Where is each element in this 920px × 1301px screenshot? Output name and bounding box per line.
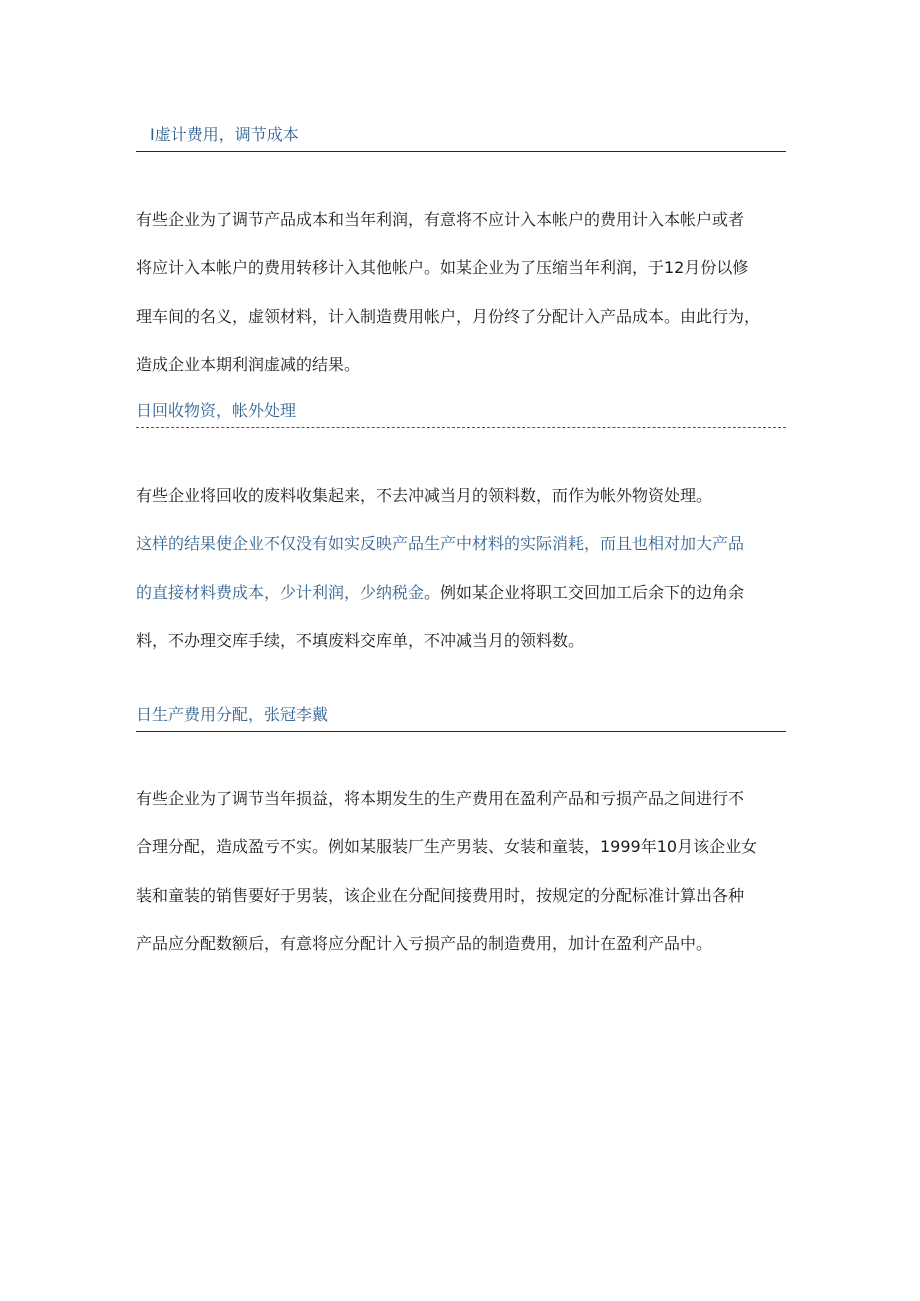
section-heading-recycled-materials: 日回收物资，帐外处理	[136, 400, 786, 428]
paragraph-line: 造成企业本期利润虚减的结果。	[136, 354, 361, 374]
paragraph-line: 有些企业为了调节产品成本和当年利润，有意将不应计入本帐户的费用计入本帐户或者	[136, 210, 745, 229]
paragraph-line: 装和童装的销售要好于男装，该企业在分配间接费用时，按规定的分配标准计算出各种	[136, 885, 745, 905]
section-paragraph-virtual-expenses	[136, 196, 796, 389]
paragraph-line: 有些企业将回收的废料收集起来，不去冲减当月的领料数，而作为帐外物资处理。	[136, 486, 713, 505]
paragraph-line: 产品应分配数额后，有意将应分配计入亏损产品的制造费用，加计在盈利产品中。	[136, 933, 713, 953]
section-paragraph-recycled-materials	[136, 472, 796, 665]
paragraph-line: 料，不办理交库手续，不填废料交库单，不冲减当月的领料数。	[136, 630, 585, 650]
section-heading-virtual-expenses: I虚计费用，调节成本	[136, 124, 786, 152]
paragraph-text: 。例如某企业将职工交回加工后余下的边角余	[424, 582, 745, 602]
paragraph-line: 合理分配，造成盈亏不实。例如某服装厂生产男装、女装和童装，1999年10月该企业女	[136, 837, 758, 857]
highlighted-text: 的直接材料费成本，少计利润，少纳税金	[136, 582, 425, 602]
section-heading-cost-allocation: 日生产费用分配，张冠李戴	[136, 704, 786, 732]
paragraph-line: 理车间的名义，虚领材料，计入制造费用帐户，月份终了分配计入产品成本。由此行为，	[136, 306, 761, 326]
section-paragraph-cost-allocation	[136, 775, 796, 968]
paragraph-line: 有些企业为了调节当年损益，将本期发生的生产费用在盈利产品和亏损产品之间进行不	[136, 789, 745, 808]
paragraph-line: 将应计入本帐户的费用转移计入其他帐户。如某企业为了压缩当年利润，于12月份以修	[136, 258, 749, 278]
paragraph-line	[136, 569, 796, 617]
paragraph-line-highlighted: 这样的结果使企业不仅没有如实反映产品生产中材料的实际消耗，而且也相对加大产品	[136, 534, 745, 554]
